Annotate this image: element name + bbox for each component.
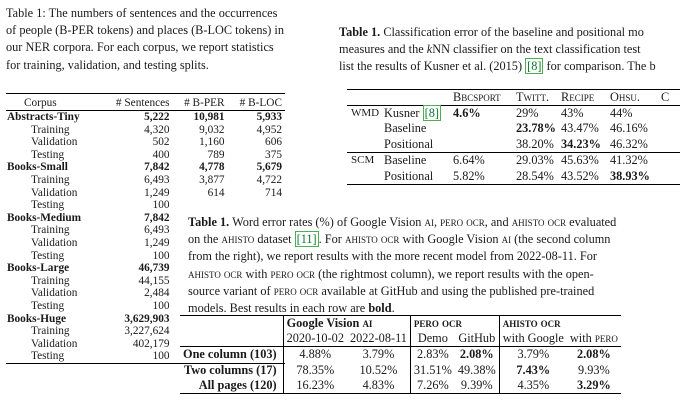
word-error-rate-table <box>180 315 621 394</box>
group-google-ai: ai <box>362 316 373 330</box>
corpus-value-cell: 100 <box>101 350 173 363</box>
wer-row <box>180 378 621 394</box>
corpus-value-cell: 375 <box>265 148 282 161</box>
error-value-cell: 4.6% <box>453 106 481 120</box>
corpus-name-cell: Testing <box>31 249 65 262</box>
tr-caption-text: list the results of Kusner et al. (2015) <box>339 59 526 74</box>
corpus-value-cell: 44,155 <box>138 274 170 287</box>
citation-link[interactable]: [8] <box>424 106 439 120</box>
measure-cell <box>347 121 384 136</box>
br-caption-sc: ai <box>424 215 434 229</box>
corpus-value-cell: 1,160 <box>199 136 225 149</box>
sub-header-github: GitHub <box>455 331 499 347</box>
corpus-name-cell: Testing <box>31 148 65 161</box>
br-caption-text: available at GitHub and using the published pre-trained <box>318 283 595 298</box>
corpus-value-cell: 606 <box>265 136 282 149</box>
classification-row <box>347 169 680 185</box>
bottom-right-caption <box>188 214 680 317</box>
corpus-value-cell: 5,933 <box>256 111 282 123</box>
wer-value-cell: 78.35% <box>283 363 347 378</box>
method-label: Positional <box>384 136 434 151</box>
corpus-value-cell: 4,952 <box>256 123 282 136</box>
corpus-value-cell: 6,493 <box>144 224 170 237</box>
wer-value-cell: 3.79% <box>362 347 395 362</box>
error-value-cell: 43.47% <box>561 121 599 136</box>
classification-table-body <box>347 106 680 185</box>
error-value-cell: 38.93% <box>610 169 661 185</box>
wer-value-cell: 3.79% <box>499 347 567 363</box>
br-caption-sc: ahisto ocr <box>188 266 243 281</box>
method-cell <box>384 106 453 122</box>
wer-value-cell: 16.23% <box>283 378 347 394</box>
left-table-caption <box>6 5 316 74</box>
wer-value-cell: 4.35% <box>499 378 567 394</box>
corpus-value-cell: 400 <box>152 148 170 161</box>
header-recipe: Recipe <box>561 90 610 106</box>
corpus-value-cell: 4,778 <box>199 161 225 174</box>
error-value-cell: 29.03% <box>516 153 561 169</box>
wer-value-cell: 31.51% <box>410 363 454 378</box>
method-cell <box>384 137 453 153</box>
br-caption-text: . For <box>318 232 345 247</box>
wer-row <box>180 363 621 378</box>
method-cell <box>384 169 453 185</box>
br-caption-text: , and <box>484 215 512 229</box>
tr-caption-line <box>339 24 680 41</box>
header-bbcsport: Bbcsport <box>453 90 516 106</box>
corpus-name-cell: Books-Large <box>7 262 70 275</box>
error-value-cell <box>661 169 680 185</box>
method-cell <box>384 153 453 169</box>
error-value-cell: 45.63% <box>561 153 610 169</box>
group-pero-ocr: pero ocr <box>410 316 499 332</box>
error-value-cell: 44% <box>610 106 633 120</box>
br-caption-text: evaluated <box>566 215 617 229</box>
br-caption-text: models. Best results in each row are <box>188 301 369 316</box>
corpus-split-row <box>6 149 285 162</box>
group-ahisto-ocr: ahisto ocr <box>499 316 621 332</box>
classification-error-table <box>347 89 680 185</box>
corpus-split-row <box>6 124 285 137</box>
sub-header-2020: 2020-10-02 <box>283 331 347 347</box>
corpus-name-cell: Validation <box>31 136 78 149</box>
top-right-caption <box>339 24 680 76</box>
corpus-group-row <box>6 161 285 174</box>
corpus-value-cell: 402,179 <box>132 337 170 350</box>
corpus-name-cell: Training <box>31 173 70 186</box>
header-empty <box>347 90 384 106</box>
left-caption-text: The numbers of sentences and the occurrences <box>48 6 278 20</box>
corpus-value-cell: 100 <box>152 249 170 262</box>
wer-value-cell: 3.29% <box>567 378 621 394</box>
method-label: Baseline <box>384 153 427 168</box>
citation-link[interactable]: [8] <box>527 59 542 74</box>
error-value-cell <box>661 137 680 153</box>
br-caption-text: (the rightmost column), we report results with the open- <box>315 266 594 281</box>
corpus-name-cell: Testing <box>31 199 65 212</box>
wer-value-cell: 2.83% <box>410 347 454 363</box>
tr-caption-line <box>339 58 680 75</box>
corpus-value-cell: 3,629,903 <box>124 312 170 325</box>
error-value-cell: 43.52% <box>561 169 610 185</box>
error-value-cell: 23.78% <box>516 121 556 136</box>
error-value-cell: 38.20% <box>516 136 554 151</box>
br-caption-sc: pero ocr <box>273 283 319 298</box>
corpus-value-cell: 1,249 <box>144 236 170 249</box>
corpus-name-cell: Validation <box>31 186 78 199</box>
br-caption-label: Table 1. <box>188 215 230 229</box>
corpus-name-cell: Books-Small <box>7 161 68 174</box>
top-right-table-clip <box>347 89 680 189</box>
left-caption-line: of people (B-PER tokens) and places (B-LOC tokens) in <box>6 23 284 38</box>
corpus-name-cell: Training <box>31 274 70 287</box>
tr-caption-text: NN classifier on the text classification test <box>432 42 641 57</box>
wer-value-cell: 9.39% <box>455 378 499 394</box>
header-c: C <box>661 90 680 106</box>
group-google-label: Google Vision <box>286 316 363 330</box>
corpus-value-cell: 1,249 <box>144 186 170 199</box>
corpus-name-cell: Validation <box>31 236 78 249</box>
br-caption-line <box>188 283 680 300</box>
measure-cell: SCM <box>347 153 384 169</box>
wer-value-cell: 2.08% <box>576 347 611 362</box>
error-value-cell: 43% <box>561 106 584 120</box>
group-google-vision <box>283 316 410 332</box>
corpus-name-cell: Abstracts-Tiny <box>7 111 80 123</box>
sub-header-demo: Demo <box>410 331 454 347</box>
sub-header-with-google: with Google <box>499 331 567 347</box>
tr-caption-text: measures and the <box>339 42 427 57</box>
error-value-cell: 46.16% <box>610 121 648 136</box>
br-caption-text: with Google Vision <box>399 232 502 247</box>
br-caption-text: on the <box>188 232 222 247</box>
br-caption-text: Word error rates (%) of Google Vision <box>232 215 425 229</box>
header-empty <box>384 90 453 106</box>
wer-row-label: All pages (120) <box>180 378 283 394</box>
corpus-value-cell: 2,484 <box>144 287 170 300</box>
corpus-name-cell: Validation <box>31 337 78 350</box>
sub-header-pero: pero <box>594 331 618 346</box>
corpus-name-cell: Testing <box>6 350 101 363</box>
corpus-value-cell: 4,320 <box>144 123 170 136</box>
header-ohsu: Ohsu. <box>610 90 661 106</box>
wer-value-cell: 10.52% <box>359 362 398 377</box>
corpus-name-cell: Books-Medium <box>7 211 82 224</box>
header-corpus: Corpus <box>6 94 101 111</box>
citation-link[interactable]: [11] <box>296 232 317 247</box>
br-caption-text: (the second column <box>511 232 611 247</box>
br-caption-text: with <box>242 266 271 281</box>
error-value-cell: 28.54% <box>516 169 561 185</box>
corpus-value-cell: 502 <box>152 136 170 149</box>
left-caption-line: for training, validation, and testing splits. <box>6 57 209 72</box>
sub-header-2022: 2022-08-11 <box>347 331 410 347</box>
error-value-cell <box>453 137 516 153</box>
corpus-name-cell: Validation <box>31 287 78 300</box>
corpus-name-cell: Books-Huge <box>7 312 67 325</box>
br-caption-sc: pero ocr <box>270 266 316 281</box>
br-caption-sc: pero ocr <box>440 215 485 229</box>
header-b-per: # B-PER <box>173 94 228 111</box>
header-twitt: Twitt. <box>516 90 561 106</box>
group-empty <box>180 316 283 332</box>
br-caption-line <box>188 231 680 248</box>
wer-row-label: Two columns (17) <box>183 362 277 377</box>
corpus-value-cell: 3,227,624 <box>124 325 170 338</box>
corpus-group-row <box>6 111 285 124</box>
corpus-value-cell: 5,679 <box>256 161 282 174</box>
corpus-split-row <box>6 174 285 187</box>
corpus-name-cell: Training <box>31 325 70 338</box>
tr-caption-k: k <box>426 42 433 57</box>
br-caption-text: , <box>433 215 441 229</box>
corpus-value-cell: 7,842 <box>144 161 170 174</box>
br-caption-sc: ahisto ocr <box>344 232 400 247</box>
wer-value-cell: 7.43% <box>499 363 567 378</box>
corpus-name-cell: Training <box>31 123 70 136</box>
br-caption-line <box>188 266 680 283</box>
error-value-cell <box>661 106 680 122</box>
wer-value-cell: 9.93% <box>577 362 610 377</box>
table-group-header-row <box>180 316 621 332</box>
method-label: Baseline <box>384 121 427 136</box>
corpus-value-cell: 100 <box>152 299 170 312</box>
corpus-value-cell: 46,739 <box>138 262 170 275</box>
wer-value-cell: 4.88% <box>283 347 347 363</box>
corpus-name-cell: Testing <box>31 299 65 312</box>
classification-row <box>347 153 680 169</box>
error-value-cell <box>661 121 680 136</box>
corpus-value-cell: 3,877 <box>199 173 225 186</box>
measure-cell: WMD <box>351 107 380 119</box>
wer-row <box>180 347 621 363</box>
corpus-value-cell: 7,842 <box>144 211 170 224</box>
tr-caption-text: for comparison. The b <box>543 59 656 74</box>
corpus-value-cell: 4,722 <box>256 173 282 186</box>
classification-row <box>347 137 680 153</box>
corpus-value-cell: 10,981 <box>193 111 225 123</box>
wer-value-cell: 2.08% <box>459 347 494 362</box>
tr-caption-text: Classification error of the baseline and positional mo <box>383 25 644 39</box>
table-sub-header-row <box>180 331 621 347</box>
tr-caption-line <box>339 41 680 58</box>
corpus-value-cell: 714 <box>265 186 282 199</box>
wer-table-body <box>180 347 621 394</box>
table-header-row <box>6 94 285 111</box>
br-caption-line <box>188 214 680 231</box>
error-value-cell: 5.82% <box>453 169 516 185</box>
table-header-row <box>347 90 680 106</box>
wer-value-cell: 49.38% <box>457 362 496 377</box>
corpus-value-cell: 9,032 <box>199 123 225 136</box>
method-label: Positional <box>384 168 434 183</box>
corpus-split-row <box>6 136 285 149</box>
classification-row <box>347 121 680 136</box>
header-b-loc: # B-LOC <box>228 94 285 111</box>
corpus-value-cell: 614 <box>207 186 225 199</box>
measure-cell <box>347 137 384 153</box>
wer-value-cell: 4.83% <box>347 378 410 394</box>
sub-header-with: with <box>569 331 595 346</box>
error-value-cell: 29% <box>516 106 539 120</box>
left-caption-line <box>6 5 316 22</box>
corpus-name-cell: Training <box>31 224 70 237</box>
br-caption-text: source variant of <box>188 283 274 298</box>
sub-empty <box>180 331 283 347</box>
header-sentences: # Sentences <box>101 94 173 111</box>
measure-cell <box>347 169 384 185</box>
left-caption-line: our NER corpora. For each corpus, we report statistics <box>6 40 274 55</box>
br-caption-text: . <box>391 301 395 316</box>
br-caption-sc: ai <box>501 232 512 247</box>
tr-caption-label: Table 1. <box>339 25 381 39</box>
error-value-cell <box>661 153 680 169</box>
error-value-cell: 41.32% <box>610 153 661 169</box>
left-caption-label: Table 1: <box>6 6 46 20</box>
classification-row <box>347 106 680 122</box>
br-caption-text: dataset <box>254 232 295 247</box>
corpus-value-cell: 100 <box>152 199 170 212</box>
sub-header-with-pero <box>567 331 621 347</box>
error-value-cell: 6.64% <box>453 153 516 169</box>
br-caption-sc: ahisto <box>221 232 255 247</box>
corpus-value-cell: 789 <box>207 148 225 161</box>
corpus-value-cell: 6,493 <box>144 173 170 186</box>
method-label: Kusner <box>384 106 420 120</box>
error-value-cell: 46.32% <box>610 136 648 151</box>
error-value-cell: 34.23% <box>561 136 601 151</box>
wer-row-label: One column (103) <box>183 347 277 362</box>
corpus-split-row <box>6 187 285 200</box>
corpus-value-cell <box>228 199 285 212</box>
corpus-split-row <box>6 199 285 212</box>
corpus-value-cell <box>173 199 228 212</box>
br-caption-sc: ahisto ocr <box>511 215 567 229</box>
error-value-cell <box>453 121 516 136</box>
wer-value-cell: 7.26% <box>410 378 454 394</box>
br-caption-line: from the right), we report results with the more recent model from 2022-08-11. For <box>188 249 597 264</box>
corpus-value-cell: 5,222 <box>144 111 170 123</box>
method-cell <box>384 121 453 136</box>
br-caption-bold: bold <box>368 301 392 316</box>
